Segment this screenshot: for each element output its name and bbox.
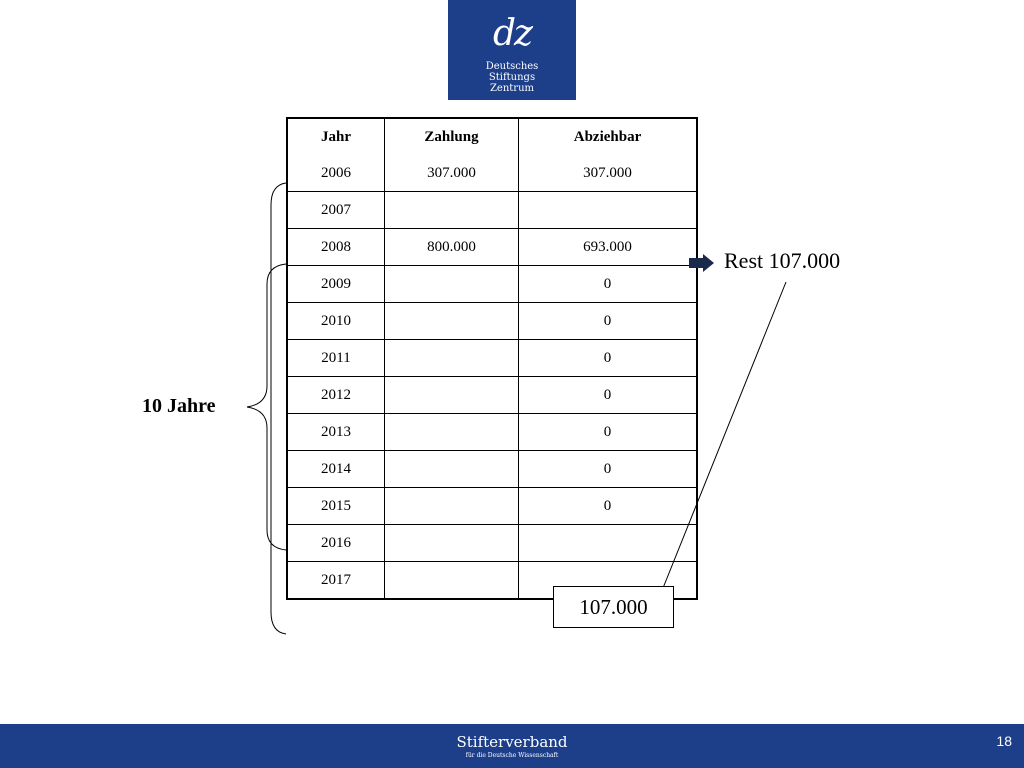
cell-abziehbar: 0 <box>519 451 698 488</box>
cell-abziehbar: 0 <box>519 303 698 340</box>
cell-jahr: 2013 <box>287 414 385 451</box>
logo-line-3: Zentrum <box>489 83 535 94</box>
cell-jahr: 2008 <box>287 229 385 266</box>
table-row <box>287 525 697 562</box>
cell-jahr: 2016 <box>287 525 385 562</box>
table-row <box>287 303 697 340</box>
ten-years-label: 10 Jahre <box>142 395 216 417</box>
cell-zahlung <box>385 451 519 488</box>
table-row <box>287 451 697 488</box>
cell-zahlung <box>385 303 519 340</box>
logo-line-1: Deutsches <box>485 61 539 72</box>
cell-jahr: 2014 <box>287 451 385 488</box>
cell-jahr: 2009 <box>287 266 385 303</box>
logo-mark: dz <box>492 13 531 54</box>
page-number: 18 <box>996 733 1012 749</box>
cell-jahr: 2012 <box>287 377 385 414</box>
cell-jahr: 2010 <box>287 303 385 340</box>
logo-line-2: Stiftungs <box>488 72 536 83</box>
cell-abziehbar: 0 <box>519 488 698 525</box>
footer-brand: Stifterverband <box>456 733 568 751</box>
cell-zahlung <box>385 562 519 600</box>
footer-subtitle: für die Deutsche Wissenschaft <box>465 752 559 759</box>
table-row <box>287 340 697 377</box>
rest-label: Rest 107.000 <box>724 248 841 273</box>
cell-abziehbar <box>519 192 698 229</box>
table-row <box>287 229 697 266</box>
cell-zahlung <box>385 525 519 562</box>
outer-brace <box>271 183 286 634</box>
table-row <box>287 266 697 303</box>
cell-zahlung: 307.000 <box>385 155 519 192</box>
table-row <box>287 377 697 414</box>
cell-zahlung <box>385 488 519 525</box>
cell-zahlung <box>385 266 519 303</box>
cell-zahlung <box>385 192 519 229</box>
cell-zahlung <box>385 340 519 377</box>
table-header-row <box>287 118 697 155</box>
cell-abziehbar: 0 <box>519 266 698 303</box>
cell-zahlung: 800.000 <box>385 229 519 266</box>
cell-jahr: 2015 <box>287 488 385 525</box>
header-zahlung: Zahlung <box>385 118 519 155</box>
header-jahr: Jahr <box>287 118 385 155</box>
cell-jahr: 2007 <box>287 192 385 229</box>
inner-brace <box>247 264 286 550</box>
cell-abziehbar: 693.000 <box>519 229 698 266</box>
callout-107000: 107.000 <box>553 586 674 628</box>
deduction-table <box>286 117 698 600</box>
cell-abziehbar: 0 <box>519 377 698 414</box>
footer-bar <box>0 724 1024 768</box>
cell-zahlung <box>385 377 519 414</box>
cell-abziehbar: 0 <box>519 340 698 377</box>
dsz-logo <box>448 0 576 100</box>
table-row <box>287 488 697 525</box>
table-row <box>287 414 697 451</box>
cell-abziehbar: 0 <box>519 414 698 451</box>
cell-jahr: 2017 <box>287 562 385 600</box>
cell-abziehbar <box>519 525 698 562</box>
cell-jahr: 2011 <box>287 340 385 377</box>
cell-abziehbar: 307.000 <box>519 155 698 192</box>
cell-zahlung <box>385 414 519 451</box>
table-row <box>287 155 697 192</box>
header-abziehbar: Abziehbar <box>519 118 698 155</box>
table-row <box>287 192 697 229</box>
cell-jahr: 2006 <box>287 155 385 192</box>
